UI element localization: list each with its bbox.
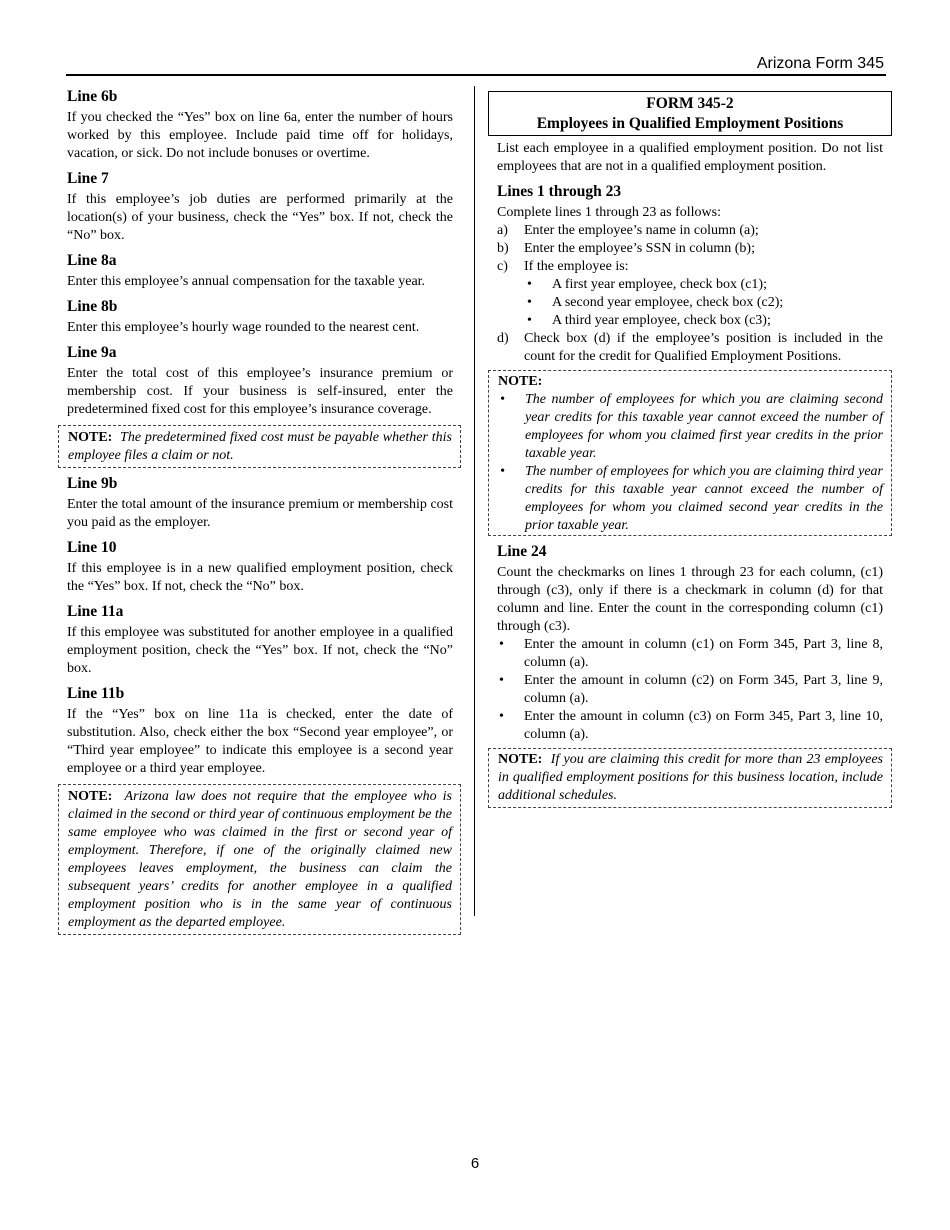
line8b-heading: Line 8b [67,298,118,315]
line10-text: If this employee is in a new qualified employment position, check the “Yes” box. If not, check the “No” box. [67,561,453,594]
list-item: • A second year employee, check box (c2); [524,294,883,312]
employee-year-list [524,276,883,330]
step-text: Enter the employee’s SSN in column (b); [524,241,755,256]
lines1-23-lead: Complete lines 1 through 23 as follows: [497,205,721,220]
line8b-text: Enter this employee’s hourly wage rounded to the nearest cent. [67,320,420,335]
line24-bullets [497,636,883,744]
note-label: NOTE: [498,752,551,767]
list-item: • The number of employees for which you are claiming third year credits for this taxable year cannot exceed the number of employees for whom you claimed second year credits in the prior taxable year. [498,463,883,535]
line8a-text: Enter this employee’s annual compensation for the taxable year. [67,274,426,289]
step-label: a) [497,223,508,238]
list-item: • The number of employees for which you are claiming second year credits for this taxable year cannot exceed the number of employees for whom you claimed first year credits in the prior taxable year. [498,391,883,463]
step-a [497,222,883,240]
line6b-heading: Line 6b [67,88,118,105]
note-label: NOTE: [68,789,125,804]
note-label: NOTE: [498,374,543,389]
line9b-text: Enter the total amount of the insurance premium or membership cost you paid as the employer. [67,497,453,530]
list-item: • A first year employee, check box (c1); [524,276,883,294]
note-arizona-law [58,784,461,935]
step-b [497,240,883,258]
list-item: • A third year employee, check box (c3); [524,312,883,330]
line9a-heading: Line 9a [67,344,117,361]
line10-heading: Line 10 [67,539,117,556]
column-divider [474,86,475,916]
line7-heading: Line 7 [67,170,109,187]
note-text: If you are claiming this credit for more than 23 employees in qualified employment positions for this business location, include additional schedules. [498,752,883,803]
note-employee-limits [488,370,892,536]
step-text: If the employee is: [524,259,629,274]
page-number: 6 [470,1155,480,1172]
line11b-heading: Line 11b [67,685,125,702]
line9a-text: Enter the total cost of this employee’s insurance premium or membership cost. If your business is self-insured, enter the predetermined fixed cost for this employee’s insurance coverage. [67,366,453,417]
lines1-23-steps [497,222,883,366]
line11a-heading: Line 11a [67,603,124,620]
form-number-title: FORM 345-2 [646,95,734,112]
line24-heading: Line 24 [497,543,547,560]
intro-text: List each employee in a qualified employment position. Do not list employees that are not in a qualified employment position. [497,141,883,174]
form-subtitle: Employees in Qualified Employment Positions [536,115,844,132]
step-label: c) [497,259,508,274]
note-bullets [498,391,883,535]
list-item: • Enter the amount in column (c1) on Form 345, Part 3, line 8, column (a). [497,636,883,672]
step-text: Check box (d) if the employee’s position is included in the count for the credit for Qualified Employment Positions. [524,331,883,364]
line9b-heading: Line 9b [67,475,118,492]
line6b-text: If you checked the “Yes” box on line 6a, enter the number of hours worked by this employee. Include paid time off for holidays, vacation, or sick. Do not include bonuses or overtime. [67,110,453,161]
step-text: Enter the employee’s name in column (a); [524,223,759,238]
left-column [67,87,453,941]
step-label: b) [497,241,509,256]
note-label: NOTE: [68,430,121,445]
step-label: d) [497,331,509,346]
line11b-text: If the “Yes” box on line 11a is checked, enter the date of substitution. Also, check either the box “Second year employee”, or “Third year employee” to indicate this employee is a second year employee or a third year employee. [67,707,453,776]
right-column [488,91,892,814]
note-additional-schedules [488,748,892,808]
header-rule [66,74,886,76]
note-text: Arizona law does not require that the employee who is claimed in the second or third year of continuous employment be the same employee who was claimed in the first or second year of employment. Therefore, if one of the originally claimed new employees leaves employment, the business can claim the subsequent years’ credits for another employee in a qualified employment position who is in the same year of continuous employment as the departed employee. [68,789,453,930]
list-item: • Enter the amount in column (c3) on Form 345, Part 3, line 10, column (a). [497,708,883,744]
note-fixed-cost [58,425,461,468]
line24-text: Count the checkmarks on lines 1 through 23 for each column, (c1) through (c3), only if there is a checkmark in column (d) for that column and line. Enter the count in the corresponding column (c1) through (c3). [497,565,883,634]
line7-text: If this employee’s job duties are performed primarily at the location(s) of your business, check the “Yes” box. If not, check the “No” box. [67,192,453,243]
step-d [497,330,883,366]
line11a-text: If this employee was substituted for another employee in a qualified employment position, check the “Yes” box. If not, check the “No” box. [67,625,453,676]
note-text: The predetermined fixed cost must be payable whether this employee files a claim or not. [68,430,452,463]
step-c [497,258,883,330]
list-item: • Enter the amount in column (c2) on Form 345, Part 3, line 9, column (a). [497,672,883,708]
line8a-heading: Line 8a [67,252,117,269]
form-label: Arizona Form 345 [756,55,884,72]
form-345-2-title-box [488,91,892,136]
lines1-23-heading: Lines 1 through 23 [497,183,622,200]
